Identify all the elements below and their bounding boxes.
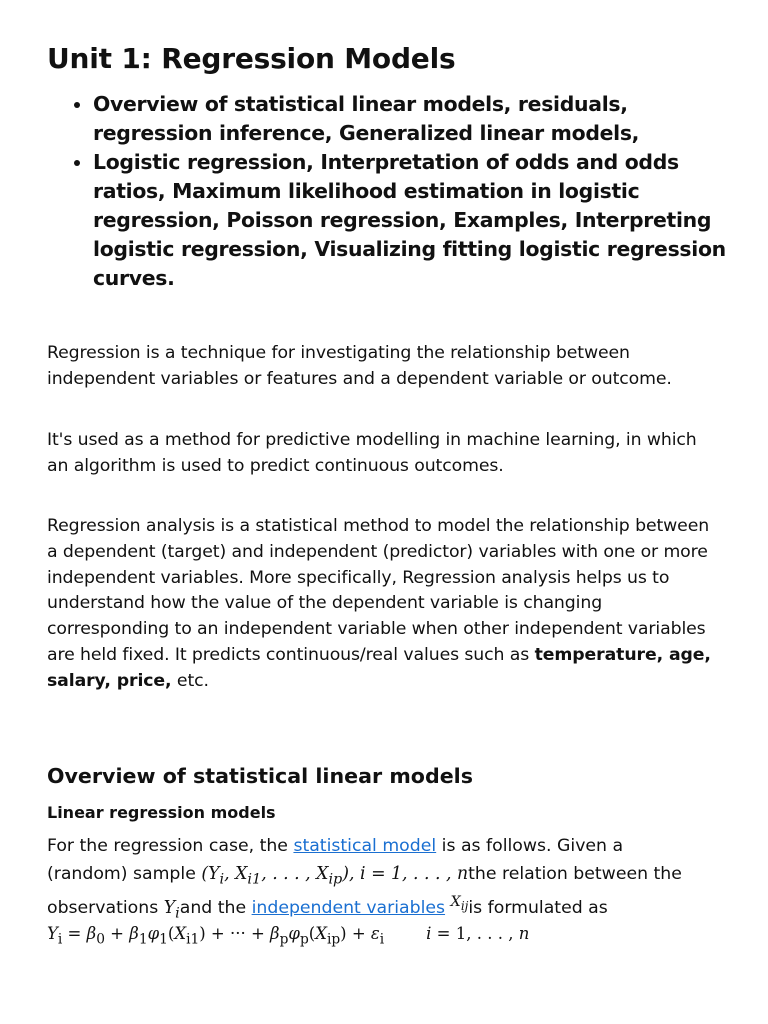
observation-symbol: $Y_i$ <box>163 897 180 922</box>
analysis-paragraph <box>47 514 719 695</box>
model-line-3-pre: observations <box>47 897 164 918</box>
variable-symbol: Xij <box>450 894 469 913</box>
model-line-2-post: the relation between the <box>468 864 682 884</box>
section-title: Overview of statistical linear models <box>47 764 473 788</box>
section-subtitle: Linear regression models <box>47 803 276 822</box>
model-line-3 <box>47 888 608 927</box>
topic-item: Logistic regression, Interpretation of odds and odds ratios, Maximum likelihood estimation in logistic regression, Poisson regression, Examples, Interpreting logistic regression, Visualizing fitting logistic regression curves. <box>93 148 733 293</box>
sample-notation: ($Y_i$, $X_{i1}$, . . . , $X_{ip}$), i = 1, . . . , n <box>201 864 469 888</box>
model-line-3-post: is formulated as <box>468 897 608 918</box>
analysis-tail: etc. <box>171 670 209 691</box>
model-line-1-post: is as follows. Given a <box>436 836 624 856</box>
intro-paragraph: Regression is a technique for investigating the relationship between independent variables or features and a dependent variable or outcome. <box>47 343 672 389</box>
regression-formula: $Y_i = \beta_0 + \beta_1\varphi_1(X_{i1})$ + ··· + $\beta_p\varphi_p(X_{ip}) + \varepsilon_i$ i = 1, . . . , n <box>47 924 530 948</box>
ml-paragraph: It's used as a method for predictive modelling in machine learning, in which an algorithm is used to predict continuous outcomes. <box>47 430 697 476</box>
model-line-1-pre: For the regression case, the <box>47 836 294 856</box>
topic-list <box>47 90 733 293</box>
model-line-2-pre: (random) sample <box>47 864 202 884</box>
analysis-text: Regression analysis is a statistical method to model the relationship between a dependent (target) and independent (predictor) variables with one or more independent variables. More specifically, Regression analysis helps us to understand how the value of the dependent variable is changing corresponding to an independent variable when other independent variables are held fixed. It predicts continuous/real values such as <box>47 516 710 665</box>
page-title: Unit 1: Regression Models <box>47 42 456 75</box>
independent-variables-link[interactable]: independent variables <box>251 897 446 918</box>
topic-item: Overview of statistical linear models, residuals, regression inference, Generalized linear models, <box>93 90 733 148</box>
model-line-3-mid: and the <box>179 897 252 918</box>
model-line-1 <box>47 832 623 860</box>
statistical-model-link[interactable]: statistical model <box>293 836 437 856</box>
analysis-examples: temperature, age, salary, price, <box>47 644 711 691</box>
